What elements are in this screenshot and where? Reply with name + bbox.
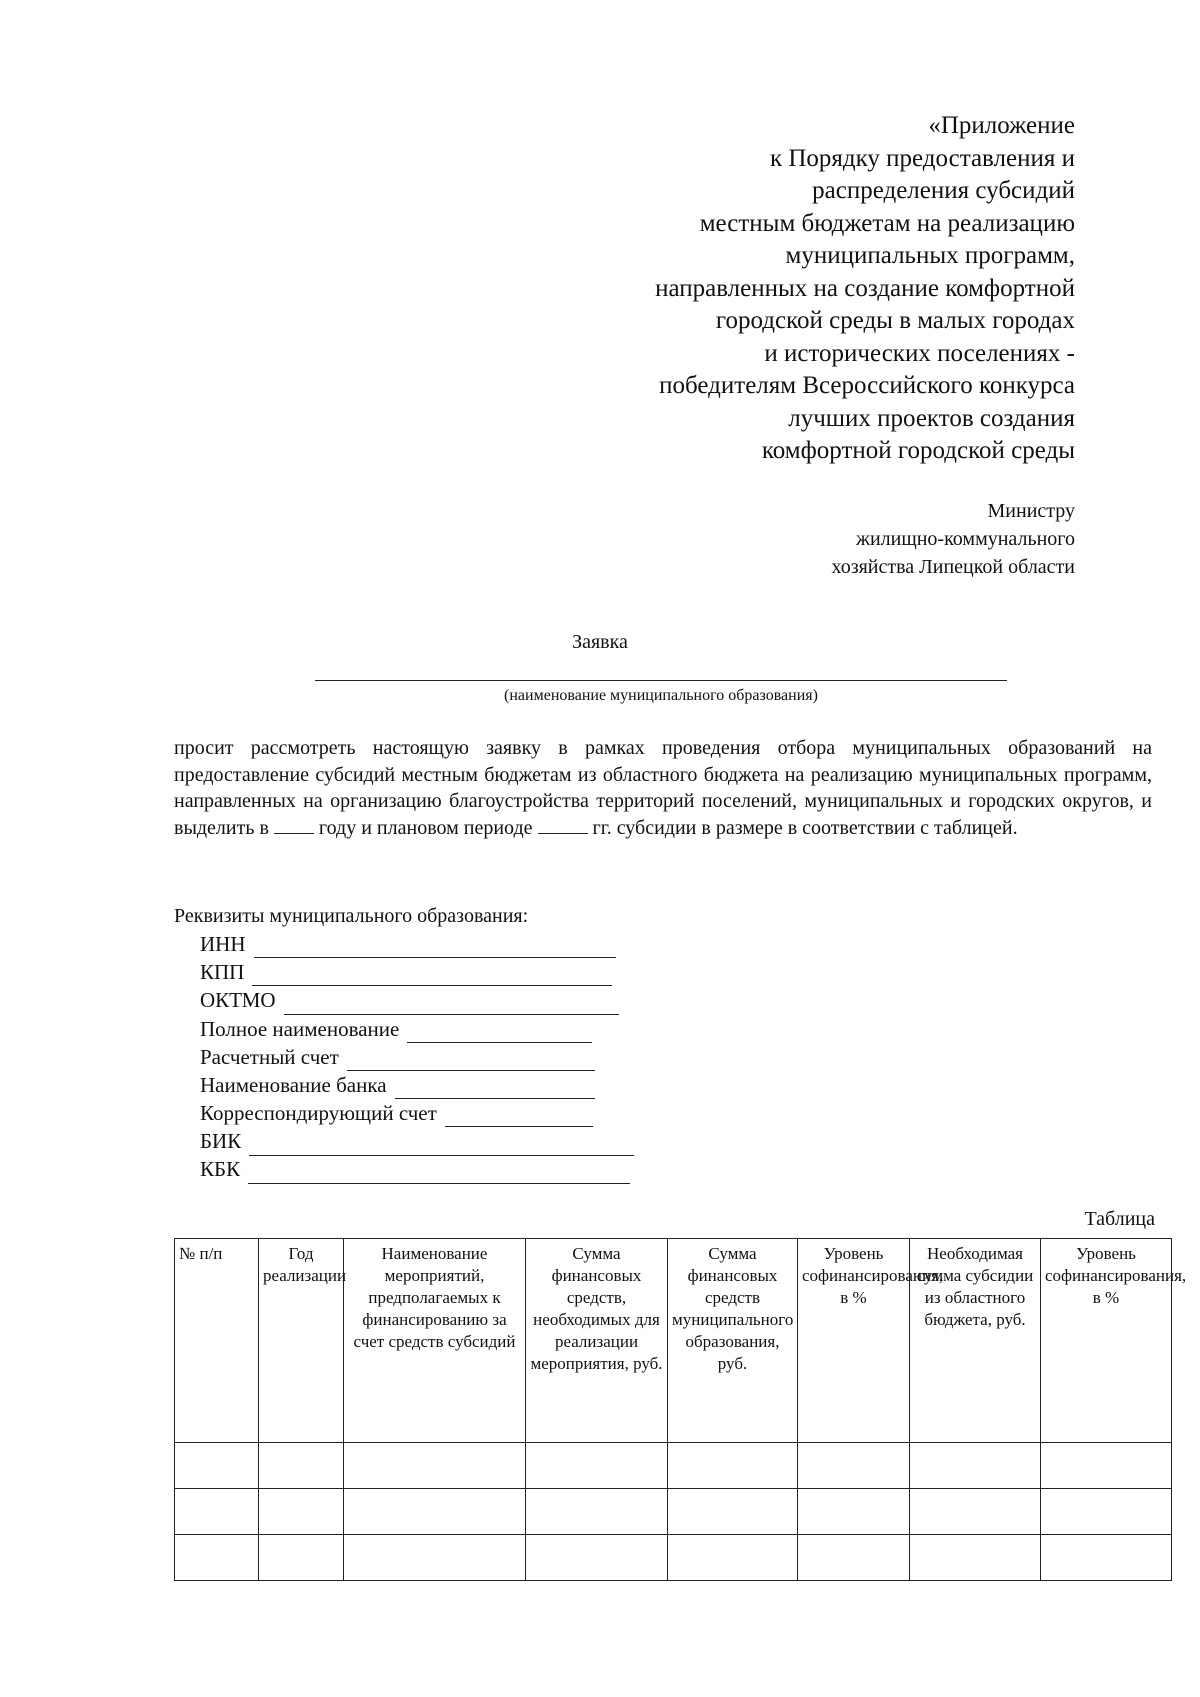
- col-number-header: № п/п: [175, 1239, 259, 1443]
- inn-field[interactable]: [254, 935, 616, 958]
- col-subsidy-sum-header: Необходимая сумма субсидии из областного бюджета, руб.: [910, 1239, 1041, 1443]
- col-activity-name-header: Наименование мероприятий, предполагаемых к финансированию за счет средств субсидий: [344, 1239, 526, 1443]
- kpp-field[interactable]: [252, 963, 612, 986]
- col-total-sum-header: Сумма финансовых средств, необходимых для реализации мероприятия, руб.: [526, 1239, 668, 1443]
- table-cell[interactable]: [175, 1535, 259, 1581]
- municipality-name-caption: (наименование муниципального образования): [504, 687, 818, 704]
- request-text-part2: году и плановом периоде: [318, 816, 533, 839]
- table-caption: Таблица: [1084, 1208, 1155, 1230]
- year-blank-field[interactable]: [274, 815, 314, 834]
- table-cell[interactable]: [798, 1489, 910, 1535]
- appendix-line: направленных на создание комфортной: [655, 274, 1075, 302]
- addressee-block: [831, 497, 1075, 581]
- table-cell[interactable]: [910, 1443, 1041, 1489]
- appendix-line: распределения субсидий: [812, 177, 1075, 204]
- requisites-list: [200, 930, 634, 1184]
- requisite-kbk: [200, 1156, 634, 1184]
- bank-name-field[interactable]: [395, 1076, 595, 1099]
- account-field[interactable]: [347, 1048, 595, 1071]
- col-year-header: Год реализации: [259, 1239, 344, 1443]
- appendix-line: победителям Всероссийского конкурса: [659, 372, 1075, 399]
- planning-period-blank-field[interactable]: [538, 815, 588, 834]
- appendix-line: комфортной городской среды: [761, 437, 1075, 464]
- table-cell[interactable]: [798, 1535, 910, 1581]
- appendix-line: «Приложение: [928, 112, 1075, 139]
- requisite-label: КБК: [200, 1157, 241, 1182]
- table-cell[interactable]: [526, 1443, 668, 1489]
- table-cell[interactable]: [526, 1535, 668, 1581]
- appendix-header: [655, 110, 1075, 468]
- kbk-field[interactable]: [248, 1161, 630, 1184]
- addressee-line: жилищно-коммунального: [856, 528, 1075, 550]
- requisite-label: КПП: [200, 960, 245, 985]
- appendix-line: к Порядку предоставления и: [769, 144, 1075, 172]
- oktmo-field[interactable]: [284, 992, 619, 1015]
- table-cell[interactable]: [344, 1443, 526, 1489]
- requisite-corr-account: [200, 1099, 634, 1127]
- table-cell[interactable]: [798, 1443, 910, 1489]
- full-name-field[interactable]: [407, 1020, 592, 1043]
- requisite-inn: [200, 930, 634, 958]
- addressee-line: Министру: [987, 500, 1075, 522]
- subsidy-table: [174, 1238, 1187, 1581]
- requisite-kpp: [200, 958, 634, 986]
- table-cell[interactable]: [910, 1489, 1041, 1535]
- table-header-row: [175, 1239, 1172, 1443]
- bik-field[interactable]: [249, 1133, 634, 1156]
- requisite-account: [200, 1043, 634, 1071]
- requisite-label: Корреспондирующий счет: [200, 1101, 437, 1126]
- table-cell[interactable]: [259, 1443, 344, 1489]
- appendix-line: и исторических поселениях -: [764, 339, 1075, 367]
- appendix-line: муниципальных программ,: [785, 242, 1075, 269]
- table-cell[interactable]: [526, 1489, 668, 1535]
- requisite-label: ОКТМО: [200, 988, 276, 1013]
- table-cell[interactable]: [668, 1443, 798, 1489]
- requisite-bik: [200, 1127, 634, 1155]
- table-cell[interactable]: [910, 1535, 1041, 1581]
- requisite-oktmo: [200, 986, 634, 1014]
- requisite-label: Наименование банка: [200, 1072, 387, 1097]
- document-title: Заявка: [572, 631, 628, 653]
- requisites-heading: Реквизиты муниципального образования:: [174, 905, 529, 927]
- table-cell[interactable]: [344, 1535, 526, 1581]
- table-cell[interactable]: [259, 1489, 344, 1535]
- addressee-line: хозяйства Липецкой области: [831, 556, 1075, 578]
- requisite-full-name: [200, 1015, 634, 1043]
- requisite-label: ИНН: [200, 931, 246, 956]
- table-row: [175, 1535, 1172, 1581]
- requisite-label: Полное наименование: [200, 1016, 400, 1041]
- table-cell[interactable]: [1041, 1489, 1172, 1535]
- table-cell[interactable]: [259, 1535, 344, 1581]
- requisite-bank: [200, 1071, 634, 1099]
- col-cofinancing-level-header: Уровень софинансирования, в %: [798, 1239, 910, 1443]
- table-cell[interactable]: [1041, 1535, 1172, 1581]
- table-cell[interactable]: [1041, 1443, 1172, 1489]
- col-cofinancing-level-2-header: Уровень софинансирования, в %: [1041, 1239, 1172, 1443]
- requisite-label: Расчетный счет: [200, 1044, 339, 1069]
- appendix-line: городской среды в малых городах: [715, 307, 1075, 334]
- col-municipal-sum-header: Сумма финансовых средств муниципального образования, руб.: [668, 1239, 798, 1443]
- table-cell[interactable]: [668, 1535, 798, 1581]
- appendix-line: лучших проектов создания: [788, 404, 1075, 432]
- table-cell[interactable]: [175, 1489, 259, 1535]
- table-cell[interactable]: [344, 1489, 526, 1535]
- table-cell[interactable]: [175, 1443, 259, 1489]
- municipality-name-field[interactable]: [315, 680, 1007, 681]
- table-row: [175, 1489, 1172, 1535]
- request-text-part1: просит рассмотреть настоящую заявку в рамках проведения отбора муниципальных образований на предоставление субсидий местным бюджетам из областного бюджета на реализацию муниципальных программ, направленных на организацию благоустройства территорий поселений, муниципальных и городских округов, и выделить в: [174, 737, 1152, 839]
- request-text-part3: гг. субсидии в размере в соответствии с таблицей.: [592, 816, 1018, 839]
- request-paragraph: [174, 735, 1152, 841]
- requisite-label: БИК: [200, 1129, 242, 1154]
- table-cell[interactable]: [668, 1489, 798, 1535]
- corr-account-field[interactable]: [445, 1104, 593, 1127]
- table-row: [175, 1443, 1172, 1489]
- appendix-line: местным бюджетам на реализацию: [699, 209, 1075, 237]
